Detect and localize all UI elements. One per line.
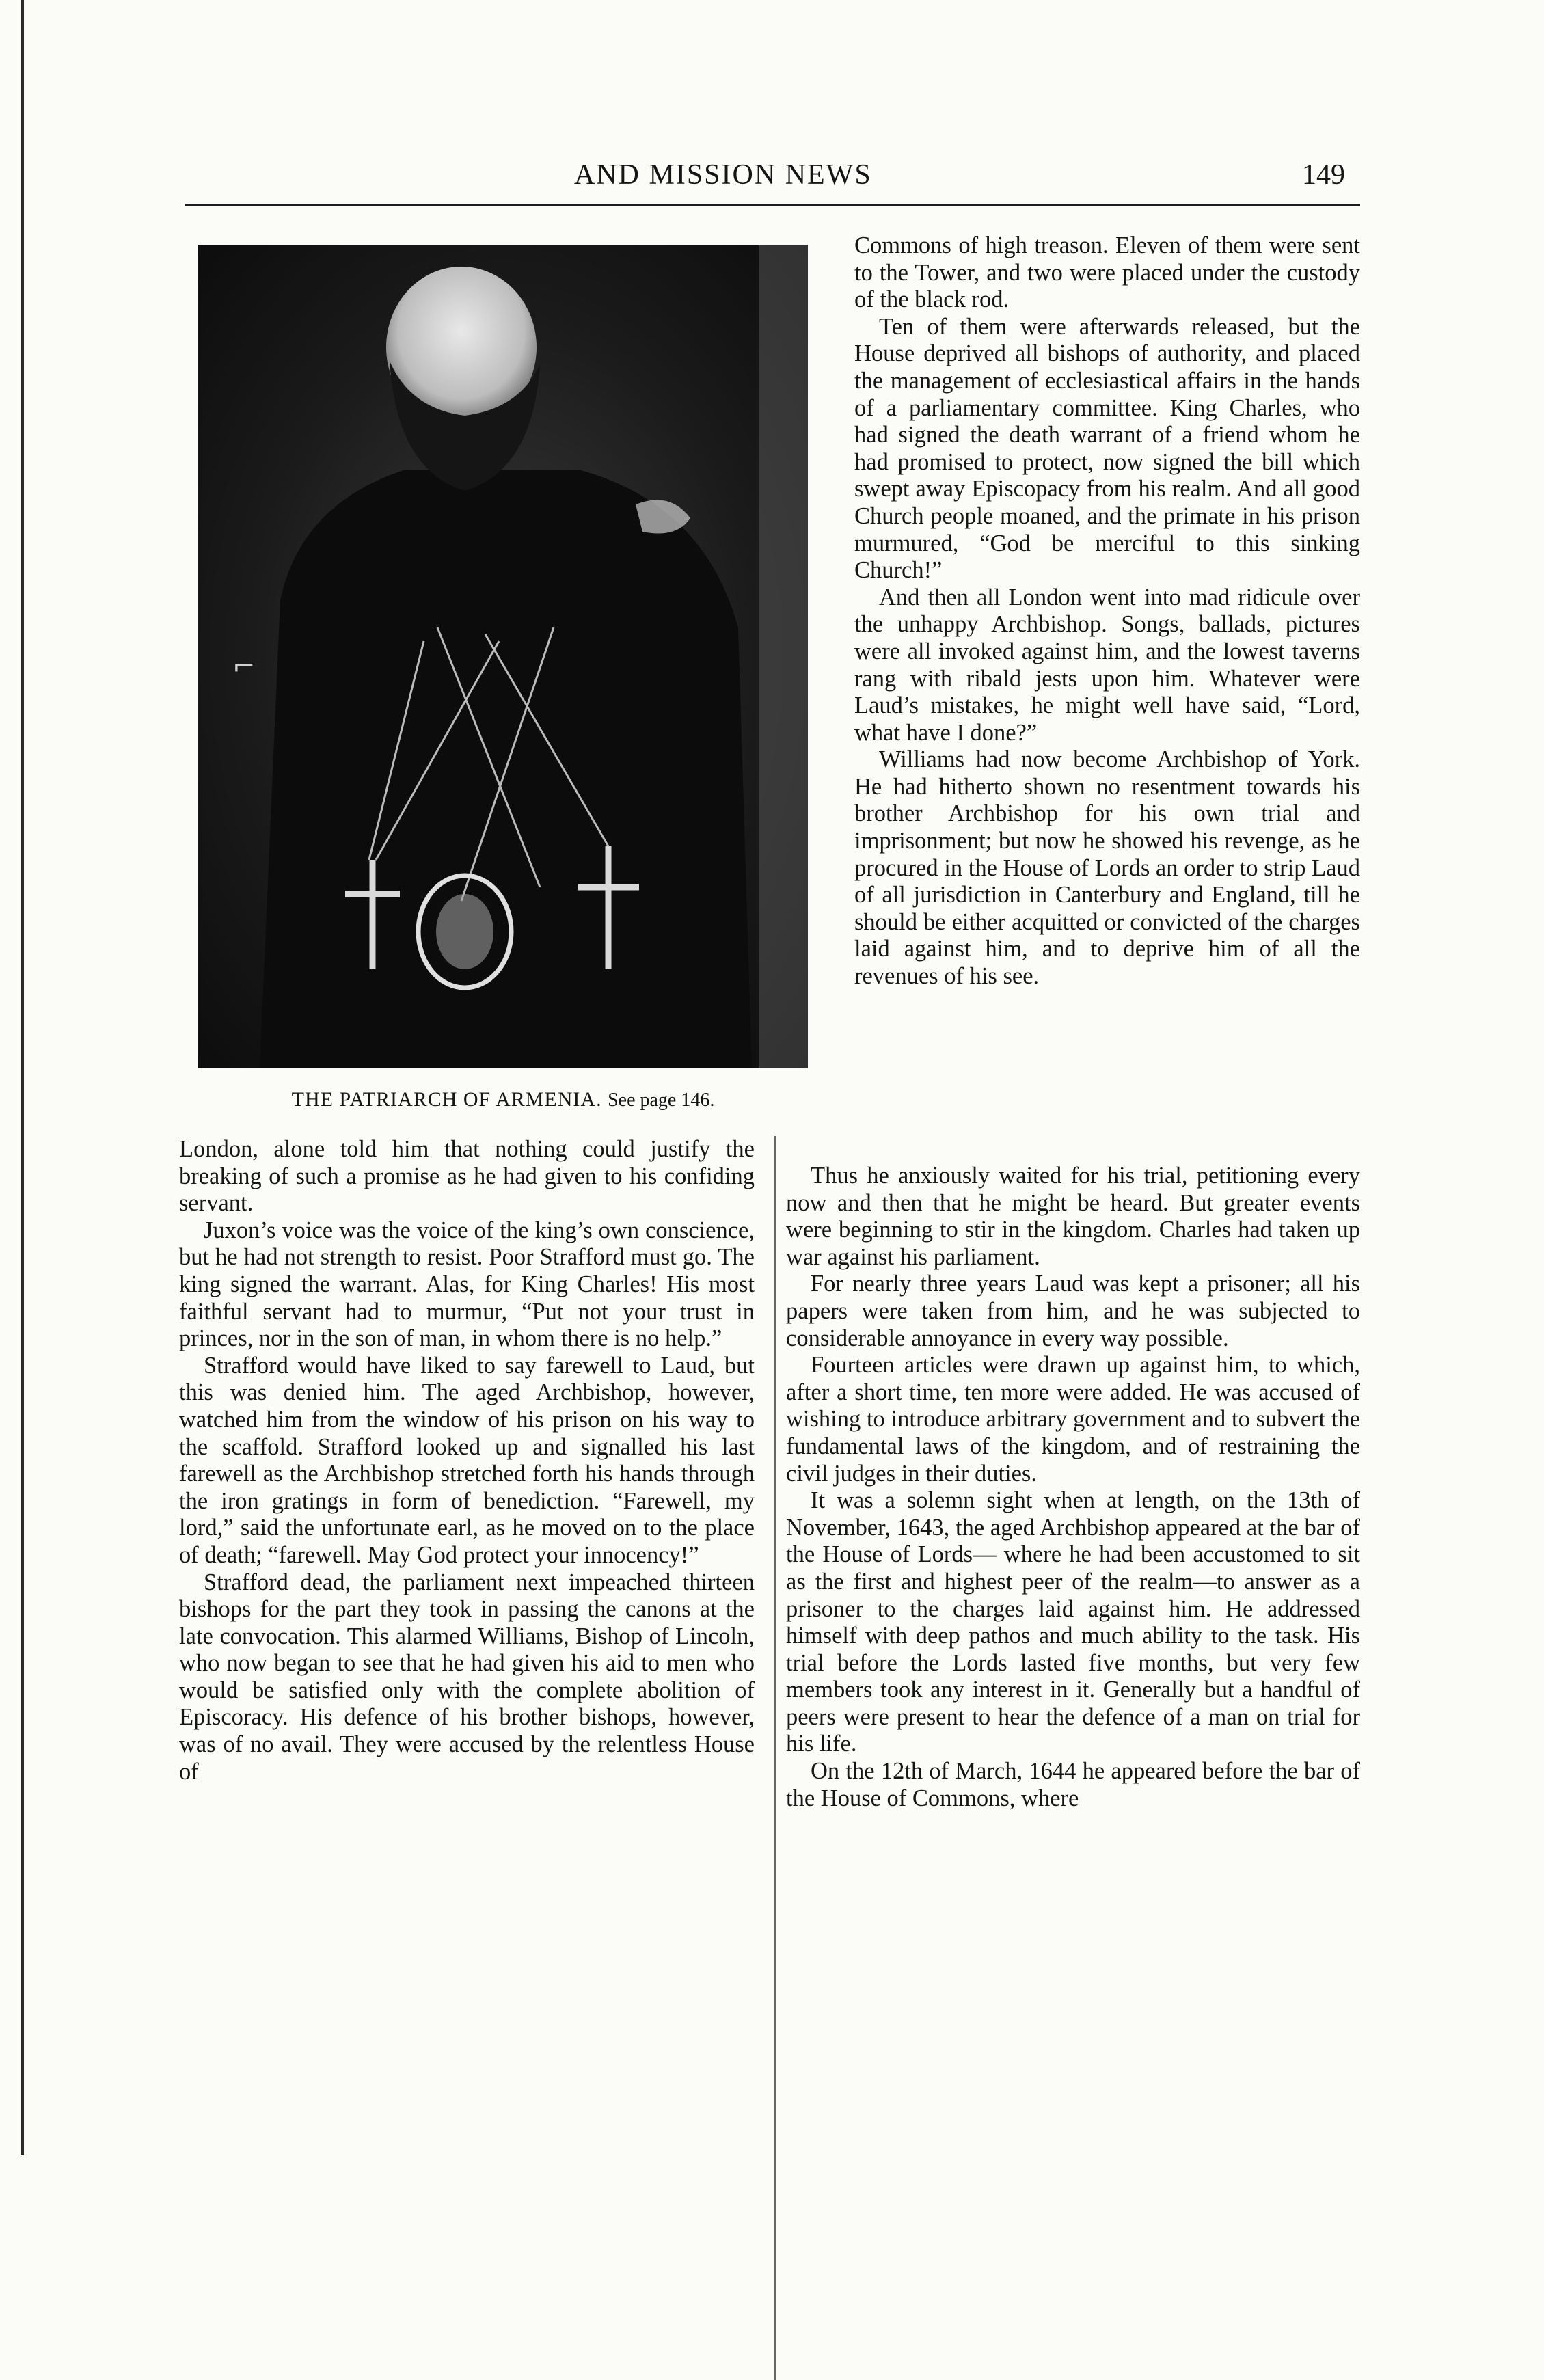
svg-text:⌐: ⌐: [232, 651, 256, 682]
paragraph: Ten of them were afterwards released, but the House deprived all bishops of authority, and placed the management of ecclesiastical affairs in the hands of a parliamentary committee. King Charles, who had signed the death warrant of a friend whom he had promised to protect, now signed the bill which swept away Episcopacy from his realm. And all good Church people moaned, and the primate in his prison murmured, “God be merciful to this sinking Church!”: [854, 313, 1360, 584]
paragraph: Fourteen articles were drawn up against him, to which, after a short time, ten more were added. He was accused of wishing to introduce arbitrary government and to subvert the fundamental laws of the kingdom, and of restraining the civil judges in their duties.: [786, 1352, 1360, 1487]
figure-caption: [198, 1088, 808, 1111]
caption-page-ref: See page 146.: [608, 1090, 715, 1111]
caption-main: THE PATRIARCH OF ARMENIA.: [291, 1088, 602, 1111]
paragraph: Strafford would have liked to say farewell to Laud, but this was denied him. The aged Archbishop, however, watched him from the window of his prison on his way to the scaffold. Strafford looked up and signalled his last farewell as the Archbishop stretched forth his hands through the iron gratings in form of benediction. “Farewell, my lord,” said the unfortunate earl, as he moved on to the place of death; “farewell. May God protect your innocency!”: [179, 1352, 755, 1568]
paragraph: It was a solemn sight when at length, on the 13th of November, 1643, the aged Archbishop appeared at the bar of the House of Lords— where he had been accustomed to sit as the first and highest peer of the realm—to answer as a prisoner to the charges laid against him. He addressed himself with deep pathos and much ability to the task. His trial before the Lords lasted five months, but very few members took any interest in it. Generally but a handful of peers were present to hear the defence of a man on trial for his life.: [786, 1487, 1360, 1757]
paragraph: Thus he anxiously waited for his trial, petitioning every now and then that he might be heard. But greater events were beginning to stir in the kingdom. Charles had taken up war against his parliament.: [786, 1163, 1360, 1270]
portrait-illustration: [198, 245, 808, 1068]
page-number: 149: [1302, 159, 1345, 191]
left-column: [179, 1136, 755, 1785]
header-rule: [185, 204, 1360, 206]
paragraph: On the 12th of March, 1644 he appeared before the bar of the House of Commons, where: [786, 1758, 1360, 1811]
paragraph: Strafford dead, the parliament next impeached thirteen bishops for the part they took in passing the canons at the late convocation. This alarmed Williams, Bishop of Lincoln, who now began to see that he had given his aid to men who would be satisfied only with the complete abolition of Episcoracy. His defence of his brother bishops, however, was of no avail. They were accused by the relentless House of: [179, 1569, 755, 1785]
paragraph: London, alone told him that nothing could justify the breaking of such a promise as he had given to his confiding servant.: [179, 1136, 755, 1217]
paragraph: Juxon’s voice was the voice of the king’s own conscience, but he had not strength to resist. Poor Strafford must go. The king signed the warrant. Alas, for King Charles! His most faithful servant had to murmur, “Put not your trust in princes, nor in the son of man, in whom there is no help.”: [179, 1217, 755, 1352]
right-column-bottom: [786, 1163, 1360, 1812]
paragraph: Williams had now become Archbishop of York. He had hitherto shown no resentment towards his brother Archbishop for his own trial and imprisonment; but now he showed his revenge, as he procured in the House of Lords an order to strip Laud of all jurisdiction in Canterbury and England, till he should be either acquitted or convicted of the charges laid against him, and to deprive him of all the revenues of his see.: [854, 746, 1360, 990]
paragraph: And then all London went into mad ridicule over the unhappy Archbishop. Songs, ballads, pictures were all invoked against him, and the lowest taverns rang with ribald jests upon him. Whatever were Laud’s mistakes, he might well have said, “Lord, what have I done?”: [854, 584, 1360, 746]
paragraph: For nearly three years Laud was kept a prisoner; all his papers were taken from him, and he was subjected to considerable annoyance in every way possible.: [786, 1271, 1360, 1351]
column-divider: [774, 1136, 776, 2380]
patriarch-portrait-photo: [198, 245, 808, 1068]
paragraph: Commons of high treason. Eleven of them were sent to the Tower, and two were placed under the custody of the black rod.: [854, 232, 1360, 313]
right-column-top: [854, 232, 1360, 990]
running-header-title: AND MISSION NEWS: [574, 159, 872, 191]
page-edge-rule: [21, 0, 24, 2155]
